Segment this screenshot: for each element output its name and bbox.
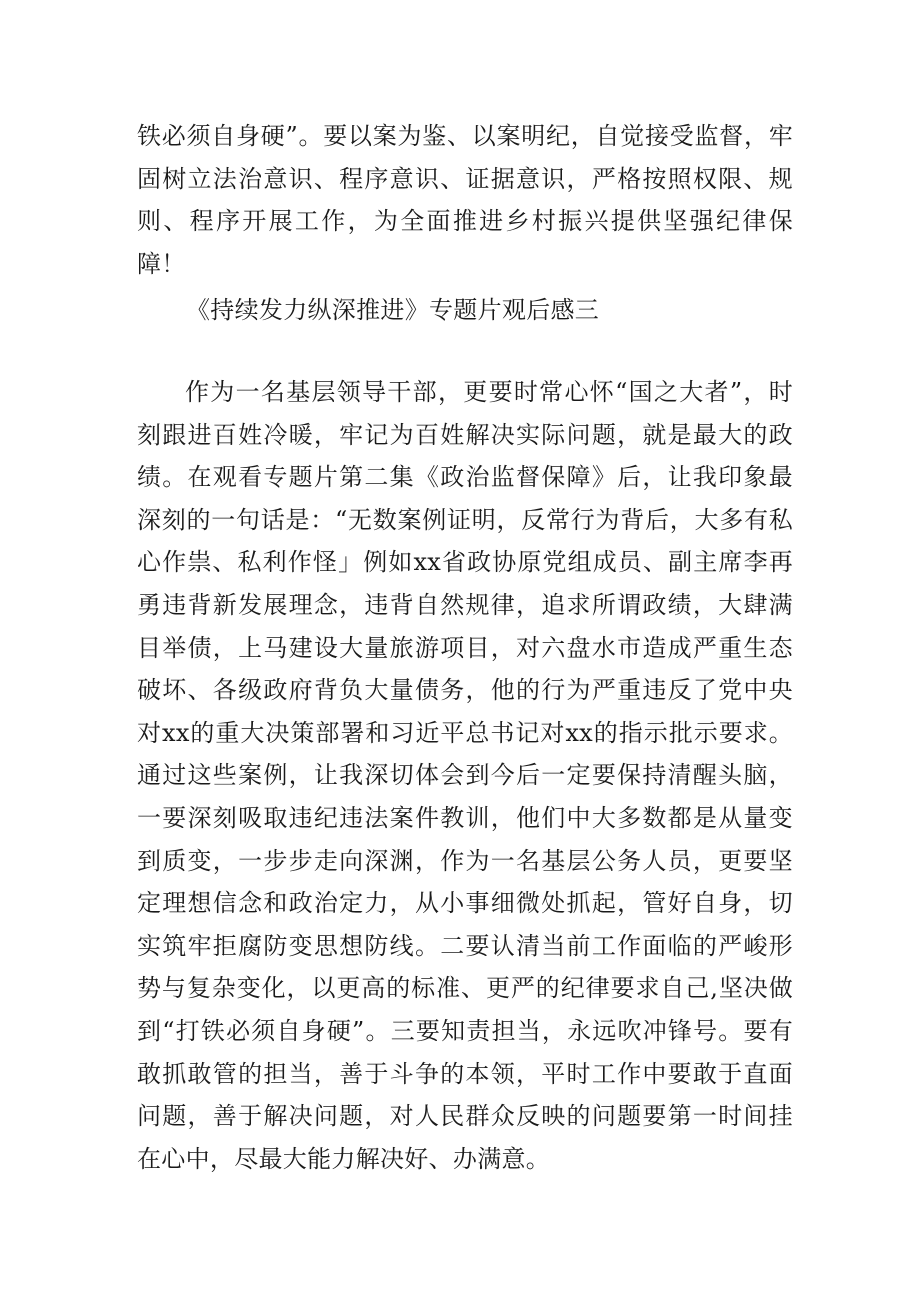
section-title: 《持续发力纵深推进》专题片观后感三 bbox=[186, 296, 600, 324]
continued-paragraph: 铁必须自身硬”。要以案为鉴、以案明纪，自觉接受监督，牢固树立法治意识、程序意识、证据意识，严格按照权限、规则、程序开展工作，为全面推进乡村振兴提供坚强纪律保障！ bbox=[137, 122, 793, 278]
body-paragraph: 作为一名基层领导干部，更要时常心怀“国之大者”，时刻跟进百姓冷暖，牢记为百姓解决实际问题，就是最大的政绩。在观看专题片第二集《政治监督保障》后，让我印象最深刻的一句话是：“无数案例证明，反常行为背后，大多有私心作祟、私利作怪」例如xx省政协原党组成员、副主席李再勇违背新发展理念，违背自然规律，追求所谓政绩，大肆满目举债，上马建设大量旅游项目，对六盘水市造成严重生态破坏、各级政府背负大量债务，他的行为严重违反了党中央对xx的重大决策部署和习近平总书记对xx的指示批示要求。通过这些案例，让我深切体会到今后一定要保持清醒头脑，一要深刻吸取违纪违法案件教训，他们中大多数都是从量变到质变，一步步走向深渊，作为一名基层公务人员，更要坚定理想信念和政治定力，从小事细微处抓起，管好自身，切实筑牢拒腐防变思想防线。二要认清当前工作面临的严峻形势与复杂变化，以更高的标准、更严的纪律要求自己,坚决做到“打铁必须自身硬”。三要知责担当，永远吹冲锋号。要有敢抓敢管的担当，善于斗争的本领，平时工作中要敢于直面问题，善于解决问题，对人民群众反映的问题要第一时间挂在心中，尽最大能力解决好、办满意。 bbox=[137, 378, 793, 1173]
